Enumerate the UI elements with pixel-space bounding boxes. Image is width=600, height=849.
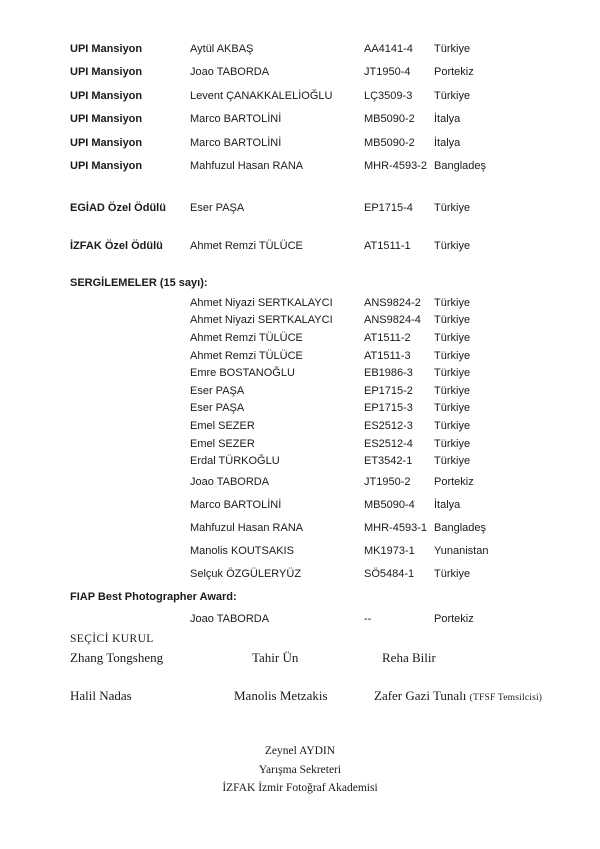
award-label: UPI Mansiyon <box>70 42 143 55</box>
entrant-name: Aytül AKBAŞ <box>190 42 254 55</box>
exhibition-row <box>0 400 600 418</box>
award-row <box>0 131 600 155</box>
country: Bangladeş <box>434 160 486 173</box>
country: Türkiye <box>434 384 471 397</box>
country: Türkiye <box>434 419 471 432</box>
exhibition-row <box>0 329 600 347</box>
photo-code: LÇ3509-3 <box>364 89 413 102</box>
entrant-name: Selçuk ÖZGÜLERYÜZ <box>190 568 302 581</box>
photo-code: MHR-4593-2 <box>364 160 427 173</box>
country: İtalya <box>434 113 461 126</box>
country: Türkiye <box>434 89 471 102</box>
country: Bangladeş <box>434 521 486 534</box>
jury-member: Zhang Tongsheng <box>70 650 164 665</box>
entrant-name: Ahmet Niyazi SERTKALAYCI <box>190 296 333 309</box>
jury-member-name: Zafer Gazi Tunalı <box>374 688 467 703</box>
award-row <box>0 37 600 61</box>
secretary-name: Zeynel AYDIN <box>264 745 336 757</box>
jury-member <box>374 688 542 704</box>
exhibition-row <box>0 312 600 330</box>
entrant-name: Eser PAŞA <box>190 202 245 214</box>
entrant-name: Eser PAŞA <box>190 402 245 415</box>
secretary-role: Yarışma Sekreteri <box>258 764 342 776</box>
country: Türkiye <box>434 568 471 581</box>
upi-mansiyon-list <box>0 37 600 178</box>
country: Türkiye <box>434 331 471 344</box>
award-label: EGİAD Özel Ödülü <box>70 202 166 214</box>
award-label: UPI Mansiyon <box>70 66 143 79</box>
photo-code: AT1511-2 <box>364 331 411 344</box>
photo-code: EP1715-4 <box>364 202 413 214</box>
photo-code: ANS9824-2 <box>364 296 421 309</box>
country: Portekiz <box>434 613 474 625</box>
jury-member: Reha Bilir <box>382 650 436 665</box>
photo-code: MB5090-2 <box>364 136 415 149</box>
photo-code: JT1950-2 <box>364 475 411 488</box>
award-label: UPI Mansiyon <box>70 113 143 126</box>
entrant-name: Emel SEZER <box>190 437 255 450</box>
exhibition-row <box>0 470 600 493</box>
entrant-name: Marco BARTOLİNİ <box>190 136 282 149</box>
exhibition-row <box>0 364 600 382</box>
country: Yunanistan <box>434 545 489 558</box>
jury-row-2 <box>0 688 600 708</box>
exhibition-row <box>0 347 600 365</box>
country: İtalya <box>434 136 461 149</box>
photo-code: AT1511-1 <box>364 240 411 252</box>
entrant-name: Eser PAŞA <box>190 384 245 397</box>
fiap-award-heading: FIAP Best Photographer Award: <box>70 591 237 603</box>
award-label: İZFAK Özel Ödülü <box>70 240 163 252</box>
entrant-name: Joao TABORDA <box>190 475 270 488</box>
photo-code: AT1511-3 <box>364 349 411 362</box>
country: Türkiye <box>434 349 471 362</box>
photo-code: -- <box>364 613 372 625</box>
jury-heading: SEÇİCİ KURUL <box>70 633 154 645</box>
entrant-name: Mahfuzul Hasan RANA <box>190 160 304 173</box>
country: Türkiye <box>434 437 471 450</box>
photo-code: SÖ5484-1 <box>364 568 415 581</box>
jury-member-note: (TFSF Temsilcisi) <box>469 693 543 703</box>
organization-name: İZFAK İzmir Fotoğraf Akademisi <box>222 782 378 794</box>
exhibition-row <box>0 493 600 516</box>
entrant-name: Joao TABORDA <box>190 613 270 625</box>
entrant-name: Ahmet Remzi TÜLÜCE <box>190 240 303 252</box>
exhibition-row <box>0 540 600 563</box>
country: Portekiz <box>434 66 474 79</box>
entrant-name: Ahmet Remzi TÜLÜCE <box>190 331 303 344</box>
country: Türkiye <box>434 296 471 309</box>
entrant-name: Erdal TÜRKOĞLU <box>190 455 280 468</box>
country: Türkiye <box>434 202 471 214</box>
entrant-name: Joao TABORDA <box>190 66 270 79</box>
award-row <box>0 108 600 132</box>
photo-code: JT1950-4 <box>364 66 411 79</box>
entrant-name: Emre BOSTANOĞLU <box>190 367 295 380</box>
photo-code: EB1986-3 <box>364 367 413 380</box>
award-label: UPI Mansiyon <box>70 89 143 102</box>
photo-code: MK1973-1 <box>364 545 415 558</box>
exhibition-row <box>0 382 600 400</box>
exhibition-row <box>0 452 600 470</box>
country: Türkiye <box>434 314 471 327</box>
sergilemeler-list <box>0 294 600 586</box>
photo-code: MB5090-4 <box>364 498 415 511</box>
photo-code: ES2512-4 <box>364 437 413 450</box>
entrant-name: Emel SEZER <box>190 419 255 432</box>
sergilemeler-heading: SERGİLEMELER (15 sayı): <box>70 277 208 289</box>
egiad-award-row <box>0 196 600 220</box>
photo-code: ANS9824-4 <box>364 314 421 327</box>
jury-member: Manolis Metzakis <box>234 688 328 703</box>
entrant-name: Mahfuzul Hasan RANA <box>190 521 304 534</box>
award-label: UPI Mansiyon <box>70 160 143 173</box>
country: Türkiye <box>434 402 471 415</box>
photo-code: ES2512-3 <box>364 419 413 432</box>
exhibition-row <box>0 563 600 586</box>
photo-code: EP1715-3 <box>364 402 413 415</box>
photo-code: MB5090-2 <box>364 113 415 126</box>
jury-member: Tahir Ün <box>252 650 299 665</box>
exhibition-row <box>0 516 600 539</box>
photo-code: EP1715-2 <box>364 384 413 397</box>
country: Türkiye <box>434 455 471 468</box>
award-label: UPI Mansiyon <box>70 136 143 149</box>
entrant-name: Ahmet Remzi TÜLÜCE <box>190 349 303 362</box>
photo-code: MHR-4593-1 <box>364 521 427 534</box>
entrant-name: Manolis KOUTSAKIS <box>190 545 294 558</box>
award-row <box>0 84 600 108</box>
country: İtalya <box>434 498 461 511</box>
photo-code: AA4141-4 <box>364 42 413 55</box>
entrant-name: Marco BARTOLİNİ <box>190 498 282 511</box>
country: Portekiz <box>434 475 474 488</box>
fiap-award-row <box>0 608 600 630</box>
izfak-award-row <box>0 234 600 258</box>
exhibition-row <box>0 417 600 435</box>
jury-member: Halil Nadas <box>70 688 132 703</box>
award-row <box>0 61 600 85</box>
country: Türkiye <box>434 367 471 380</box>
country: Türkiye <box>434 240 471 252</box>
jury-row-1 <box>0 650 600 670</box>
exhibition-row <box>0 435 600 453</box>
award-row <box>0 155 600 179</box>
exhibition-row <box>0 294 600 312</box>
entrant-name: Marco BARTOLİNİ <box>190 113 282 126</box>
entrant-name: Levent ÇANAKKALELİOĞLU <box>190 89 333 102</box>
country: Türkiye <box>434 42 471 55</box>
photo-code: ET3542-1 <box>364 455 413 468</box>
entrant-name: Ahmet Niyazi SERTKALAYCI <box>190 314 333 327</box>
